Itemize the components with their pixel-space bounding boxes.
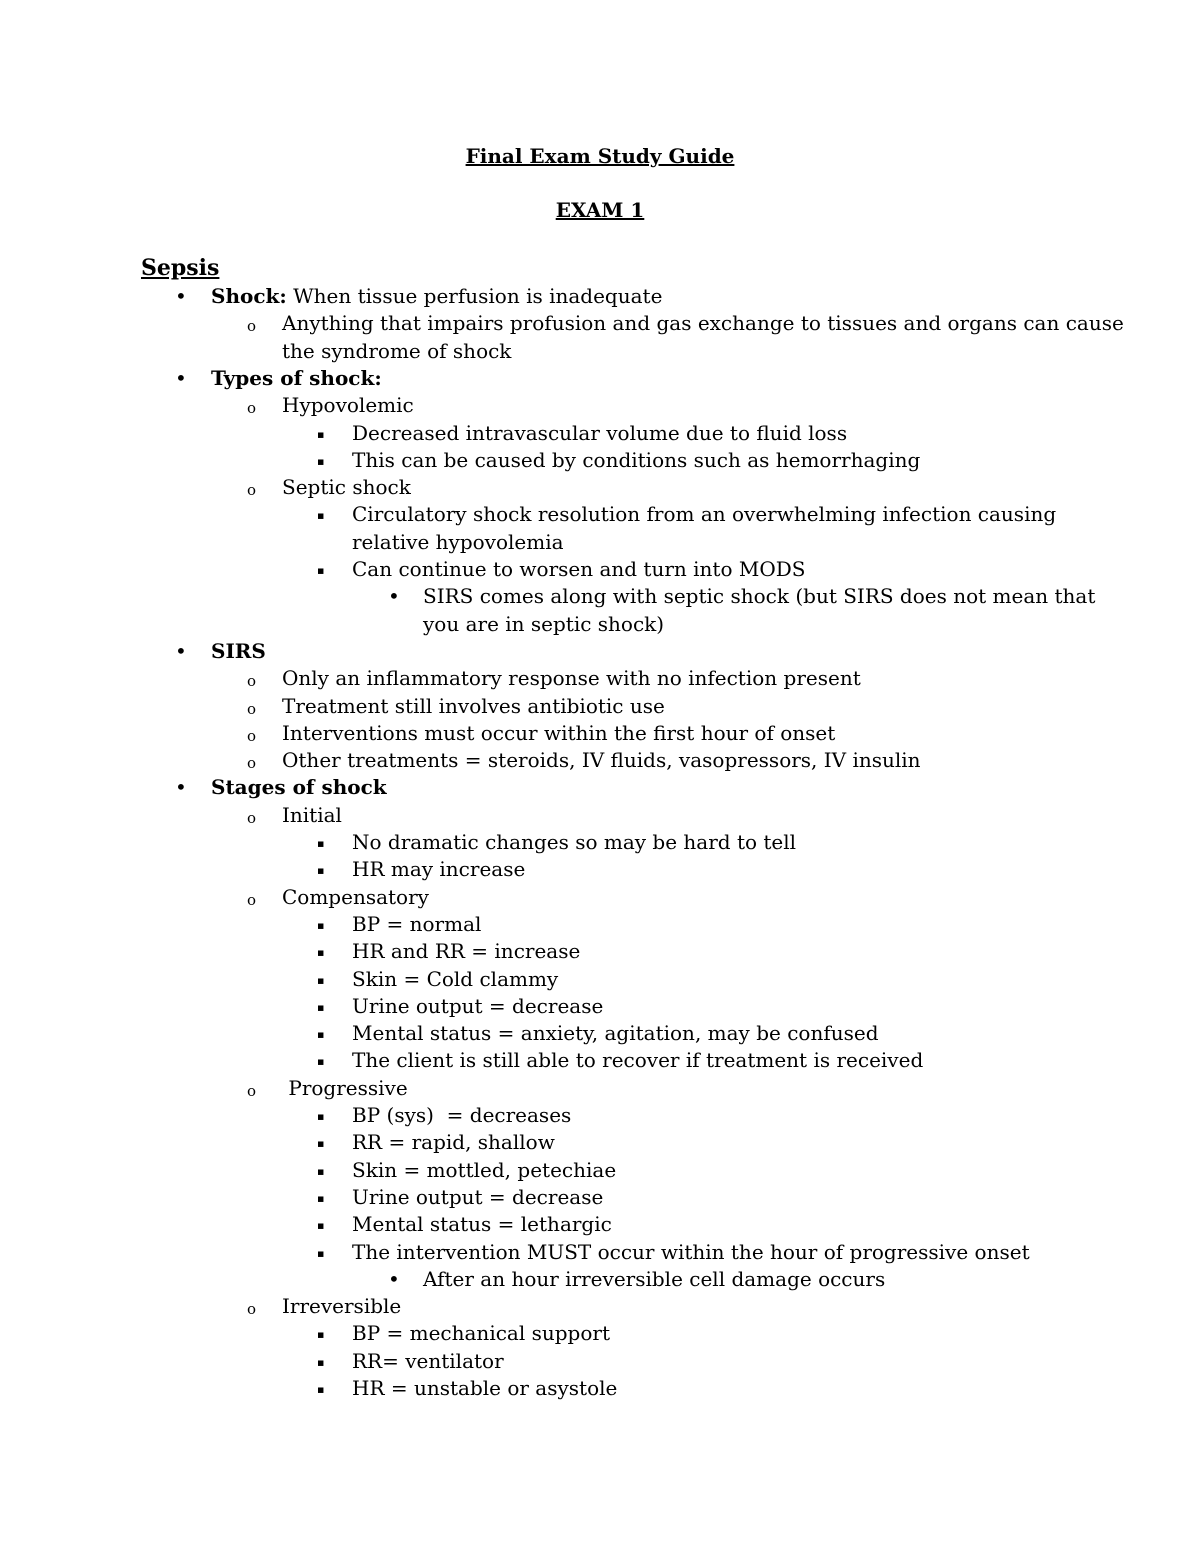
outline-line-level-3 <box>352 1239 1030 1266</box>
level-1-bullet: • <box>175 366 187 390</box>
line-text: Progressive <box>282 1076 408 1100</box>
level-2-bullet: o <box>247 754 257 772</box>
outline-line-level-2 <box>282 1075 408 1102</box>
level-3-bullet: ▪ <box>317 1356 325 1369</box>
line-text: BP = mechanical support <box>352 1321 610 1345</box>
outline-line-level-3 <box>352 1348 504 1375</box>
line-text: Other treatments = steroids, IV fluids, vasopressors, IV insulin <box>282 748 921 772</box>
line-text: Irreversible <box>282 1294 402 1318</box>
outline-line-level-2 <box>282 747 921 774</box>
outline-line-level-3 <box>352 1211 612 1238</box>
outline-line-level-4 <box>423 1266 885 1293</box>
level-3-bullet: ▪ <box>317 1110 325 1123</box>
line-text: Urine output = decrease <box>352 1185 604 1209</box>
line-text: Urine output = decrease <box>352 994 604 1018</box>
outline-line-level-3 <box>352 1020 879 1047</box>
outline-line-level-4 <box>423 611 664 638</box>
level-2-bullet: o <box>247 1300 257 1318</box>
line-text: Mental status = anxiety, agitation, may be confused <box>352 1021 879 1045</box>
outline-line-level-3 <box>352 1375 617 1402</box>
line-text: HR and RR = increase <box>352 939 581 963</box>
line-text: Can continue to worsen and turn into MODS <box>352 557 806 581</box>
level-2-bullet: o <box>247 1082 257 1100</box>
level-3-bullet: ▪ <box>317 864 325 877</box>
level-3-bullet: ▪ <box>317 1247 325 1260</box>
outline-line-level-3 <box>352 993 603 1020</box>
bold-term: Stages of shock <box>211 775 387 799</box>
outline-line-level-2 <box>282 665 861 692</box>
outline-line-level-3 <box>352 556 805 583</box>
level-3-bullet: ▪ <box>317 1055 325 1068</box>
level-2-bullet: o <box>247 809 257 827</box>
line-text: Mental status = lethargic <box>352 1212 612 1236</box>
outline-line-level-3 <box>352 1184 603 1211</box>
outline-line-level-3 <box>352 529 564 556</box>
level-3-bullet: ▪ <box>317 455 325 468</box>
outline-line-level-3 <box>352 1129 555 1156</box>
level-3-bullet: ▪ <box>317 1328 325 1341</box>
level-2-bullet: o <box>247 891 257 909</box>
line-text: Anything that impairs profusion and gas exchange to tissues and organs can cause <box>282 311 1124 335</box>
level-2-bullet: o <box>247 672 257 690</box>
line-text: Skin = Cold clammy <box>352 967 559 991</box>
outline-line-level-3 <box>352 420 847 447</box>
level-3-bullet: ▪ <box>317 1137 325 1150</box>
level-3-bullet: ▪ <box>317 1001 325 1014</box>
level-2-bullet: o <box>247 399 257 417</box>
outline-line-level-3 <box>352 1157 616 1184</box>
outline-line-level-2 <box>282 392 414 419</box>
line-text: RR = rapid, shallow <box>352 1130 555 1154</box>
section-heading-sepsis: Sepsis <box>141 255 220 281</box>
line-text: the syndrome of shock <box>282 339 512 363</box>
outline-line-level-2 <box>282 338 511 365</box>
outline-line-level-3 <box>352 1102 571 1129</box>
level-3-bullet: ▪ <box>317 974 325 987</box>
outline-line-level-2 <box>282 802 342 829</box>
line-text: Only an inflammatory response with no infection present <box>282 666 861 690</box>
bold-term: Shock: <box>211 284 287 308</box>
line-text: you are in septic shock) <box>423 612 665 636</box>
level-3-bullet: ▪ <box>317 1028 325 1041</box>
outline-line-level-1 <box>211 774 387 801</box>
line-text: SIRS comes along with septic shock (but SIRS does not mean that <box>423 584 1096 608</box>
level-2-bullet: o <box>247 700 257 718</box>
line-text: relative hypovolemia <box>352 530 564 554</box>
line-text: The intervention MUST occur within the hour of progressive onset <box>352 1240 1030 1264</box>
outline-line-level-3 <box>352 856 525 883</box>
level-1-bullet: • <box>175 639 187 663</box>
outline-line-level-3 <box>352 966 558 993</box>
outline-line-level-1 <box>211 283 662 310</box>
level-4-bullet: • <box>388 1267 400 1291</box>
level-3-bullet: ▪ <box>317 1383 325 1396</box>
level-3-bullet: ▪ <box>317 428 325 441</box>
line-text: Septic shock <box>282 475 411 499</box>
document-title: Final Exam Study Guide <box>465 144 735 168</box>
outline-line-level-2 <box>282 884 429 911</box>
level-1-bullet: • <box>175 284 187 308</box>
level-3-bullet: ▪ <box>317 1192 325 1205</box>
level-3-bullet: ▪ <box>317 919 325 932</box>
line-text: Compensatory <box>282 885 429 909</box>
line-text: This can be caused by conditions such as hemorrhaging <box>352 448 921 472</box>
line-text: Decreased intravascular volume due to fluid loss <box>352 421 848 445</box>
level-2-bullet: o <box>247 317 257 335</box>
outline-line-level-3 <box>352 911 481 938</box>
bold-term: SIRS <box>211 639 266 663</box>
line-text: BP (sys) = decreases <box>352 1103 572 1127</box>
line-text: BP = normal <box>352 912 482 936</box>
exam-heading: EXAM 1 <box>555 198 645 222</box>
level-1-bullet: • <box>175 775 187 799</box>
outline-line-level-2 <box>282 474 411 501</box>
level-2-bullet: o <box>247 481 257 499</box>
line-text: When tissue perfusion is inadequate <box>286 284 663 308</box>
outline-line-level-2 <box>282 693 665 720</box>
level-3-bullet: ▪ <box>317 946 325 959</box>
outline-line-level-3 <box>352 1047 923 1074</box>
line-text: HR may increase <box>352 857 526 881</box>
level-3-bullet: ▪ <box>317 509 325 522</box>
outline-line-level-1 <box>211 638 266 665</box>
line-text: Interventions must occur within the first hour of onset <box>282 721 836 745</box>
outline-line-level-2 <box>282 310 1124 337</box>
outline-line-level-3 <box>352 447 920 474</box>
outline-line-level-3 <box>352 1320 610 1347</box>
outline-line-level-3 <box>352 938 580 965</box>
level-4-bullet: • <box>388 584 400 608</box>
outline-line-level-2 <box>282 1293 401 1320</box>
line-text: Skin = mottled, petechiae <box>352 1158 617 1182</box>
bold-term: Types of shock: <box>211 366 382 390</box>
level-2-bullet: o <box>247 727 257 745</box>
line-text: No dramatic changes so may be hard to tell <box>352 830 797 854</box>
line-text: Hypovolemic <box>282 393 414 417</box>
line-text: Initial <box>282 803 342 827</box>
level-3-bullet: ▪ <box>317 1165 325 1178</box>
line-text: Treatment still involves antibiotic use <box>282 694 665 718</box>
line-text: The client is still able to recover if treatment is received <box>352 1048 924 1072</box>
line-text: HR = unstable or asystole <box>352 1376 618 1400</box>
outline-line-level-2 <box>282 720 835 747</box>
outline-line-level-3 <box>352 829 796 856</box>
level-3-bullet: ▪ <box>317 837 325 850</box>
line-text: Circulatory shock resolution from an overwhelming infection causing <box>352 502 1057 526</box>
outline-line-level-3 <box>352 501 1056 528</box>
outline-line-level-4 <box>423 583 1095 610</box>
line-text: RR= ventilator <box>352 1349 504 1373</box>
level-3-bullet: ▪ <box>317 564 325 577</box>
level-3-bullet: ▪ <box>317 1219 325 1232</box>
outline-line-level-1 <box>211 365 382 392</box>
line-text: After an hour irreversible cell damage occurs <box>423 1267 886 1291</box>
